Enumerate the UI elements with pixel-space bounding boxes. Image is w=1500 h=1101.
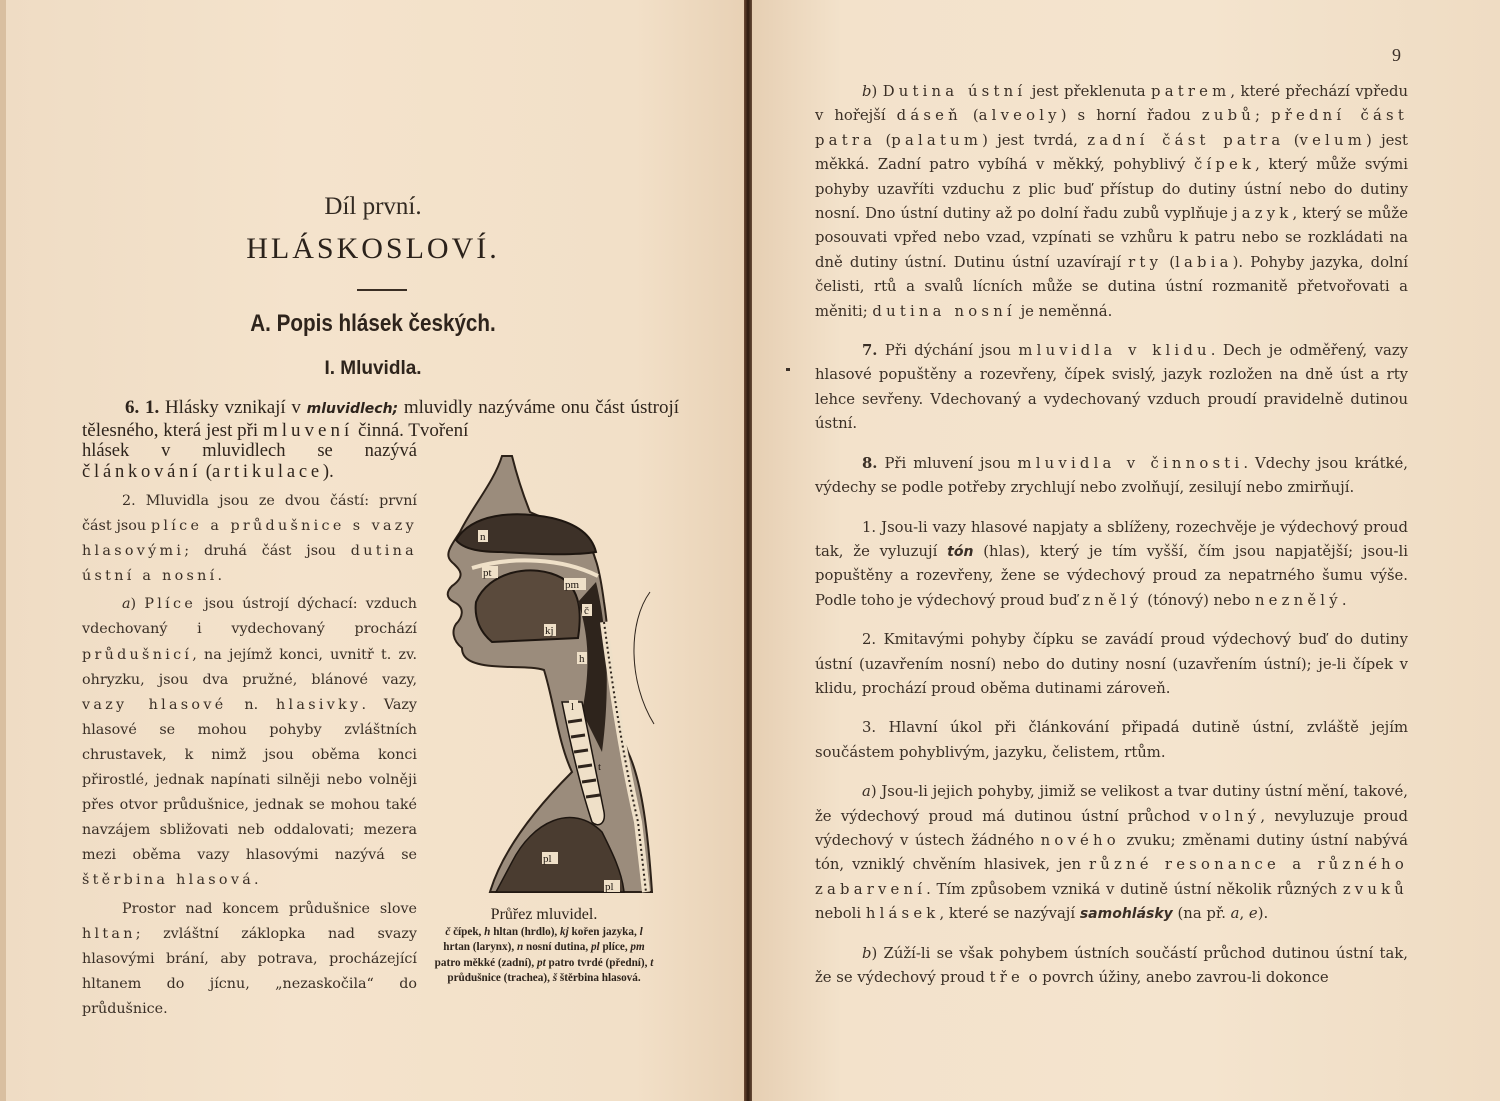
spaced-emphasis: mluvidla v činnosti (1017, 454, 1244, 472)
page-edge (0, 0, 6, 1101)
text-run: patro měkké (zadní), (434, 956, 537, 969)
text-run: ) Jsou-li jejich pohyby, jimiž se velikost a tvar dutiny ústní mění, takové, že výdechový proud má dutinou ústní průchod (815, 783, 1408, 825)
italic-text: h (484, 926, 491, 938)
spaced-emphasis: dutina ústní a nosní (82, 543, 417, 585)
text-run: hlásek v mluvidlech se nazývá (82, 441, 417, 461)
text-run: nosní dutina, (523, 941, 591, 954)
text-run: ; (1255, 107, 1272, 125)
label-t: t (598, 761, 602, 773)
figure-caption (434, 905, 654, 987)
margin-mark (786, 368, 790, 371)
left-page (0, 0, 746, 1101)
bold-italic-term: tón (947, 543, 974, 560)
text-run: je neměnná. (1015, 302, 1113, 320)
text-run: ; zvláštní záklopka nad svazy hlasovými brání, aby potrava, procházející hltanem do jícnu, „nezaskočila“ do průdušnice. (82, 925, 417, 1017)
text-run: štěrbina hlasová. (557, 972, 641, 985)
heading-rule (357, 289, 407, 291)
bold-italic-term: samohlásky (1079, 906, 1173, 923)
italic-text: b (862, 83, 872, 100)
subsection-heading: I. Mluvidla. (324, 358, 422, 379)
italic-text: pl (590, 941, 600, 954)
spaced-emphasis: průdušnicí (82, 646, 193, 663)
text-run: Prostor nad koncem průdušnice slove (122, 900, 417, 917)
text-run: ). Pohyby jazyka, dolní čelisti, rtů a svalů lícních může se dutina ústní rozmanitě přetvořovati a měniti; (815, 253, 1408, 320)
text-run: patro tvrdé (přední), (545, 956, 651, 969)
text-run: kořen jazyka, (568, 926, 640, 938)
text-run: ) jest měkká. Zadní patro vybíhá v měkký, pohyblivý (815, 131, 1408, 174)
spaced-emphasis: patrem (1151, 83, 1231, 100)
spaced-emphasis: mluvení (262, 420, 354, 441)
spaced-emphasis: článkování (82, 462, 202, 482)
text-run: (tónový) nebo (1142, 591, 1255, 609)
spaced-emphasis: zvuků (1342, 880, 1408, 898)
text-run: ) jest tvrdá, (982, 131, 1088, 149)
section-heading: A. Popis hlásek českých. (250, 310, 496, 337)
spaced-emphasis: dáseň (896, 107, 962, 125)
spaced-emphasis: labia (1175, 253, 1233, 271)
label-kj: kj (545, 625, 554, 637)
text-run: ) (871, 83, 883, 100)
spaced-emphasis: dutina nosní (872, 302, 1016, 320)
text-run: čípek, (450, 926, 485, 938)
label-c: č (584, 605, 589, 617)
label-pt: pt (483, 567, 492, 579)
text-run: (hlas), který je tím vyšší, čím jsou napjatější; jsou-li popuštěny a rozevřeny, žene se výdechový proud za nepatrného šumu výše. Podle toho je výdechový proud buď (815, 542, 1408, 609)
text-run: . Tím způsobem vzniká v dutině ústní několik různých (926, 880, 1343, 898)
spaced-emphasis: přední část patra (815, 107, 1408, 149)
column-paragraphs (82, 489, 417, 1022)
part-heading: Díl první. (324, 193, 422, 220)
text-run: hltan (hrdlo), (490, 926, 561, 938)
spaced-emphasis: štěrbina hlasová (82, 872, 255, 889)
text-run: Při dýchání jsou (877, 342, 1019, 360)
paragraph (815, 339, 1408, 437)
text-run: 2. Kmitavými pohyby čípku se zavádí proud výdechový buď do dutiny ústní (uzavřením nosní) nebo do dutiny nosní (uzavřením ústní); je-li čípek v klidu, prochází proud oběma dutinami zároveň. (815, 631, 1408, 697)
text-run: zvuku; změnami dutiny ústní nabývá tón, vzniklý chvěním hlasivek, jen (815, 831, 1408, 874)
text-run: , nevyluzuje proud výdechový v ústech žádného (815, 807, 1408, 849)
text-run: ) Zúží-li se však pohybem ústních součástí průchod dutinou ústní tak, že se výdechový proud (815, 944, 1408, 986)
italic-text: a (1230, 905, 1240, 923)
spaced-emphasis: nového (1040, 831, 1120, 849)
spaced-emphasis: velum (1299, 131, 1366, 149)
spaced-emphasis: mluvidla v klidu (1018, 342, 1211, 360)
text-run: , který se může posouvati vpřed nebo vzad, vzpínati se vzhůru k patru nebo se rozkládati na dně dutiny ústní. Dutinu ústní uzavírají (815, 205, 1408, 271)
paragraph (815, 780, 1408, 926)
paragraph-number: 8. (862, 454, 878, 472)
paragraph (815, 942, 1408, 991)
text-run: jest překlenuta (1026, 83, 1152, 100)
spaced-emphasis: hltan (82, 925, 136, 942)
text-run: , které se nazývají (939, 905, 1080, 923)
text-run: . Dech je odměřený, vazy hlasové popuštěny a rozevřeny, čípek svislý, jazyk rozložen na dně úst a rty lehce sevřeny. Vdechovaný a vydechovaný vzduch proudí pravidelně dutinou ústní. (815, 342, 1409, 433)
text-run: . (217, 568, 223, 585)
italic-text: b (862, 944, 872, 962)
label-n: n (480, 531, 486, 543)
text-run: ( (1284, 131, 1300, 149)
text-run: (na př. (1172, 905, 1231, 923)
text-run: 2. Mluvidla jsou ze dvou částí: první část jsou (82, 493, 417, 535)
page-number: 9 (1392, 45, 1401, 65)
italic-text: š (552, 972, 558, 985)
text-run: n. (226, 696, 276, 713)
spaced-emphasis: zadní část patra (1087, 131, 1285, 149)
italic-text: l (639, 926, 643, 938)
spaced-emphasis: plíce a průdušnice s vazy hlasovými (82, 518, 418, 560)
spaced-emphasis: Plíce (144, 596, 197, 613)
text-run: 1. Jsou-li vazy hlasové napjaty a sblíženy, rozechvěje je výdechový proud tak, že vyluzují (815, 518, 1408, 560)
spaced-emphasis: různé resonance a různého zabarvení (815, 856, 1408, 898)
text-run: . Vazy hlasové se mohou pohyby zvláštních chrustavek, k nimž jsou oběma konci přirostlé, jednak napínati silněji nebo volněji přes otvor průdušnice, jednak se mohou také navzájem sbližovati neb oddalovati; mezera mezi oběma vazy hlasovými nazývá se (82, 696, 418, 864)
caption-title: Průřez mluvidel. (490, 906, 598, 923)
paragraph (82, 592, 417, 893)
paragraph (82, 397, 679, 441)
italic-text: pm (630, 941, 645, 954)
paragraph (815, 80, 1408, 324)
text-run: , které přechází vpředu v hořejší (815, 83, 1408, 125)
spaced-emphasis: čípek (1193, 156, 1256, 174)
text-run: . (1341, 591, 1347, 609)
text-run: ( (876, 131, 892, 149)
caption-legend (434, 925, 654, 987)
text-run: ( (961, 107, 979, 125)
paragraph (815, 628, 1408, 701)
text-run: 3. Hlavní úkol při článkování připadá dutině ústní, zvláště jejím součástem pohyblivým, jazyku, čelistem, rtům. (815, 719, 1408, 761)
spaced-emphasis: znělý (1082, 591, 1143, 609)
paragraph (815, 452, 1408, 501)
paragraph (82, 897, 417, 1022)
spaced-emphasis: hlasivky (276, 696, 362, 713)
chapter-title: HLÁSKOSLOVÍ. (246, 232, 500, 265)
paragraph-number: 7. (862, 342, 878, 360)
text-run: mluvidly nazýváme onu část ústrojí tělesného, která jest při (82, 397, 679, 441)
text-run: ). (1257, 905, 1269, 923)
text-run: , (1239, 905, 1249, 923)
text-run: činná. Tvoření (353, 420, 469, 441)
spaced-emphasis: vazy hlasové (82, 696, 227, 713)
italic-text: kj (560, 926, 569, 938)
text-run: průdušnice (trachea), (447, 972, 553, 985)
spaced-emphasis: tře (989, 969, 1024, 986)
spaced-emphasis: hlásek (865, 905, 940, 923)
paragraph (815, 516, 1408, 614)
italic-text: e (1248, 905, 1258, 923)
label-h: h (579, 653, 585, 665)
text-run: ( (201, 462, 212, 482)
cross-section-drawing (432, 452, 662, 907)
spaced-emphasis: rty (1128, 253, 1163, 271)
text-run: hrtan (larynx), (443, 941, 517, 954)
text-run: ( (1162, 253, 1176, 271)
text-run: jsou ústrojí dýchací: vzduch vdechovaný i vydechovaný prochází (82, 596, 417, 638)
paragraph (815, 716, 1408, 765)
italic-text: a (122, 596, 131, 613)
paragraph-number: 6. 1. (125, 397, 165, 418)
spaced-emphasis: zubů (1201, 107, 1256, 125)
label-l: l (571, 701, 575, 713)
text-run: Při mluvení jsou (877, 454, 1018, 472)
text-run: , který může svými pohyby uzavříti vzduchu z plic buď přístup do dutiny ústní nebo do dutiny nosní. Dno ústní dutiny až po dolní řadu zubů vyplňuje (815, 156, 1408, 223)
text-run: , na jejímž konci, uvnitř t. zv. ohryzku, jsou dva pružné, blánové vazy, (82, 646, 417, 688)
text-run: neboli (815, 905, 866, 923)
text-run: ; druhá část jsou (184, 543, 351, 560)
text-run: o povrch úžiny, anebo zavrou-li dokonce (1023, 969, 1329, 986)
text-run: Hlásky vznikají v (164, 397, 307, 418)
speech-organs-illustration (432, 452, 662, 907)
label-pm: pm (565, 579, 580, 591)
spaced-emphasis: jazyk (1232, 205, 1293, 223)
bold-italic-term: mluvidlech; (306, 401, 399, 417)
text-run: plíce, (599, 941, 631, 954)
spaced-emphasis: artikulace (211, 462, 323, 482)
spaced-emphasis: neznělý (1254, 591, 1342, 609)
spaced-emphasis: palatum (891, 131, 983, 149)
label-pl: pl (543, 853, 552, 865)
spaced-emphasis: volný (1199, 807, 1261, 825)
column-lead-paragraphs (82, 441, 417, 483)
text-run: . (254, 872, 259, 889)
right-page-text (815, 80, 1408, 990)
italic-text: t (650, 956, 654, 969)
text-run: . Vdechy jsou krátké, výdechy se podle potřeby zrychlují nebo zvolňují, zesilují nebo zmirňují. (815, 454, 1408, 497)
italic-text: a (862, 783, 871, 801)
text-run: ) s horní řadou (1060, 107, 1202, 125)
italic-text: č (445, 926, 451, 938)
text-run: ). (322, 462, 334, 482)
paragraph (82, 489, 417, 589)
spaced-emphasis: Dutina ústní (882, 83, 1027, 100)
label-pl-2: pl (605, 881, 614, 893)
italic-text: pt (537, 956, 546, 969)
paragraph (82, 441, 417, 483)
neck-outline (634, 592, 654, 724)
text-run: ) (130, 596, 145, 613)
spaced-emphasis: alveoly (978, 107, 1061, 125)
full-width-paragraphs (82, 397, 679, 441)
italic-text: n (516, 941, 524, 954)
